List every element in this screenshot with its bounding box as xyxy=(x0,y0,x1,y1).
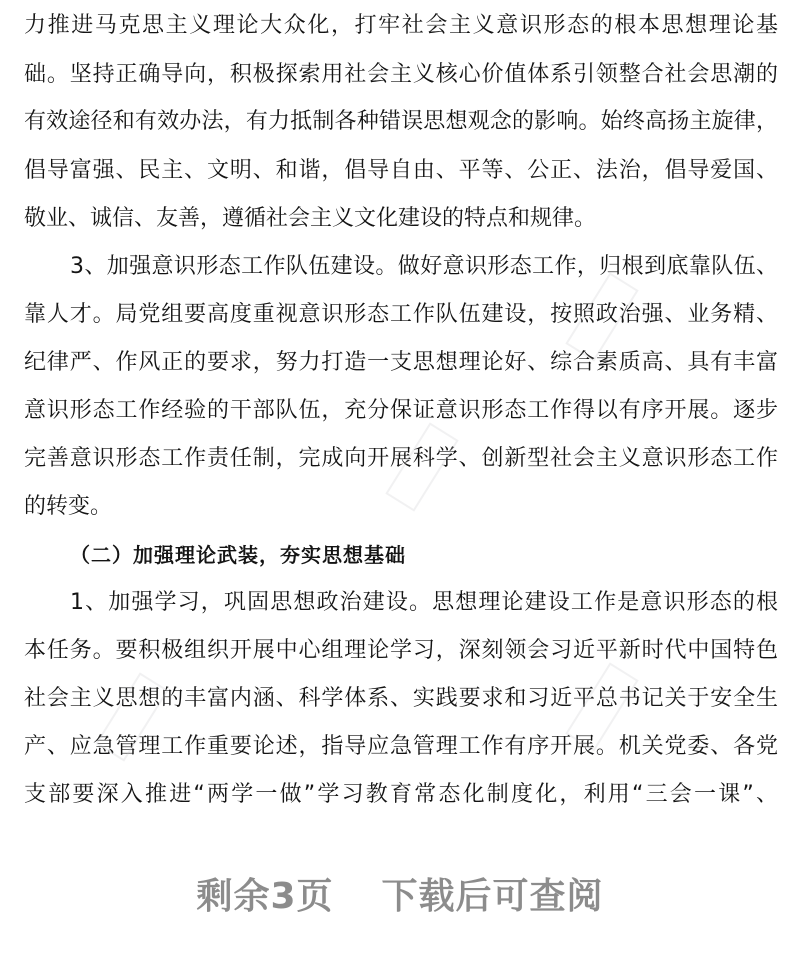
text-line: 靠人才。局党组要高度重视意识形态工作队伍建设，按照政治强、业务精、 xyxy=(24,302,778,327)
download-prompt[interactable] xyxy=(0,866,800,928)
text-line: 的转变。 xyxy=(24,494,113,519)
text-line: 敬业、诚信、友善，遵循社会主义文化建设的特点和规律。 xyxy=(24,206,597,231)
text-line: 本任务。要积极组织开展中心组理论学习，深刻领会习近平新时代中国特色 xyxy=(24,638,778,663)
text-line: 有效途径和有效办法，有力抵制各种错误思想观念的影响。始终高扬主旋律， xyxy=(24,109,778,134)
text-line: 纪律严、作风正的要求，努力打造一支思想理论好、综合素质高、具有丰富 xyxy=(24,350,778,375)
text-line: 社会主义思想的丰富内涵、科学体系、实践要求和习近平总书记关于安全生 xyxy=(24,686,778,711)
text-line: 支部要深入推进“两学一做”学习教育常态化制度化，利用“三会一课”、 xyxy=(24,782,778,807)
download-to-view-text[interactable]: 下载后可查阅 xyxy=(381,876,604,917)
text-line: 1、加强学习，巩固思想政治建设。思想理论建设工作是意识形态的根 xyxy=(70,590,778,615)
text-line: 意识形态工作经验的干部队伍，充分保证意识形态工作得以有序开展。逐步 xyxy=(24,398,778,423)
section-heading: （二）加强理论武装，夯实思想基础 xyxy=(70,543,406,567)
text-line: 3、加强意识形态工作队伍建设。做好意识形态工作，归根到底靠队伍、 xyxy=(70,254,778,279)
text-line: 力推进马克思主义理论大众化，打牢社会主义意识形态的根本思想理论基 xyxy=(24,13,778,38)
text-line: 产、应急管理工作重要论述，指导应急管理工作有序开展。机关党委、各党 xyxy=(24,734,778,759)
remaining-pages-text: 剩余3页 xyxy=(196,876,334,917)
text-line: 完善意识形态工作责任制，完成向开展科学、创新型社会主义意识形态工作 xyxy=(24,446,778,471)
text-line: 倡导富强、民主、文明、和谐，倡导自由、平等、公正、法治，倡导爱国、 xyxy=(24,158,778,183)
text-line: 础。坚持正确导向，积极探索用社会主义核心价值体系引领整合社会思潮的 xyxy=(24,62,778,87)
